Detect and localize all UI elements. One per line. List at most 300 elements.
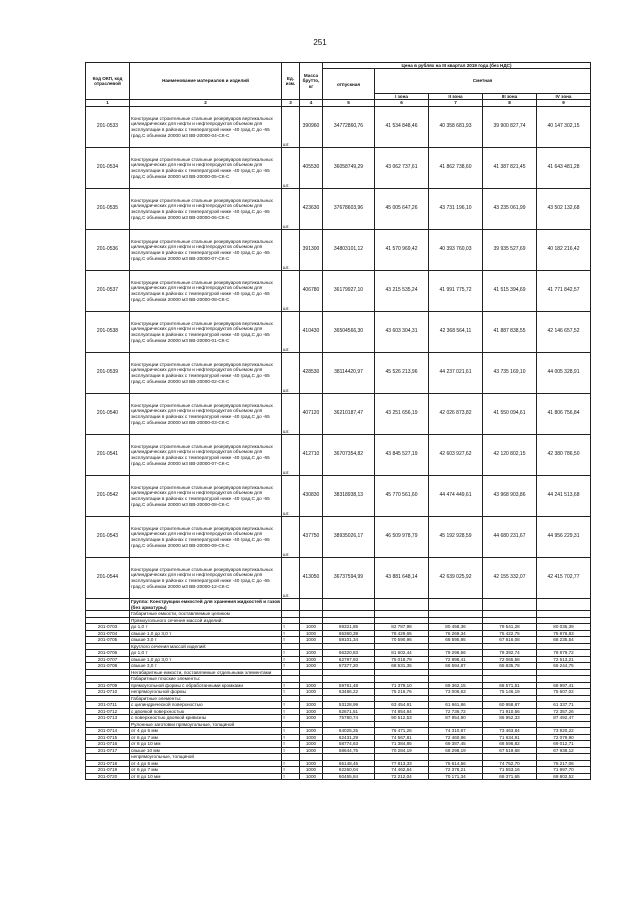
row-name: Негабаритные емкости, поставляемые отдельными элементами — [130, 669, 282, 676]
row-code: 201-0537 — [86, 271, 130, 312]
row-price-zone-2: 42 603 927,62 — [429, 435, 483, 476]
row-unit: шт. — [282, 476, 300, 517]
row-unit: т — [282, 656, 300, 663]
row-price-zone-4: 67 938,12 — [537, 747, 591, 754]
row-code: 201-0718 — [86, 760, 130, 767]
row-price-zone-4: 78 879,72 — [537, 650, 591, 657]
row-unit: шт. — [282, 271, 300, 312]
row-release-price: 37678603,96 — [323, 189, 375, 230]
row-name: свыше 3,0 т — [130, 637, 282, 644]
row-name: Конструкции строительные стальные резервуаров вертикальных цилиндрических для нефти и нефтепродуктов объемом для эксплуатации в районах с температурой ниже -40 град.С до -65 град.С объемом 20000 м3 ВВ-20000-03-СК-С — [130, 394, 282, 435]
row-price-zone-2: 44 474 449,61 — [429, 476, 483, 517]
row-price-zone-1: 74 567,81 — [375, 734, 429, 741]
table-row — [86, 702, 591, 709]
row-price-zone-3: 67 816,08 — [483, 637, 537, 644]
row-release-price: 64025,25 — [323, 728, 375, 735]
row-price-zone-4: 75 217,06 — [537, 760, 591, 767]
row-mass: 430830 — [300, 476, 323, 517]
row-release-price — [323, 599, 375, 611]
row-price-zone-3: 41 887 838,55 — [483, 312, 537, 353]
row-name: с поверхностью двоякой кривизны — [130, 715, 282, 722]
row-name: от 4 до 5 мм — [130, 728, 282, 735]
row-price-zone-2: 68 595,95 — [429, 637, 483, 644]
row-price-zone-3: 41 387 821,45 — [483, 148, 537, 189]
row-price-zone-1: 71 379,10 — [375, 682, 429, 689]
row-price-zone-2: 42 026 873,82 — [429, 394, 483, 435]
row-code: 201-0538 — [86, 312, 130, 353]
row-price-zone-1: 70 284,19 — [375, 747, 429, 754]
row-price-zone-2: 75 614,56 — [429, 760, 483, 767]
row-price-zone-3: 43 235 061,99 — [483, 189, 537, 230]
row-mass: 1000 — [300, 708, 323, 715]
row-price-zone-1: 41 570 969,42 — [375, 230, 429, 271]
row-unit: т — [282, 734, 300, 741]
row-name: свыше 1,0 до 3,0 т — [130, 656, 282, 663]
row-code: 201-0715 — [86, 734, 130, 741]
row-name: с цилиндрической поверхностью — [130, 702, 282, 709]
row-unit: шт. — [282, 394, 300, 435]
row-name: Круглого сечения массой изделий: — [130, 643, 282, 650]
row-price-zone-2: 40 358 681,93 — [429, 107, 483, 148]
row-price-zone-2: 45 192 928,59 — [429, 517, 483, 558]
table-row — [86, 708, 591, 715]
row-price-zone-1: 81 602,44 — [375, 650, 429, 657]
row-price-zone-3: 60 958,87 — [483, 702, 537, 709]
row-release-price: 57377,20 — [323, 663, 375, 670]
row-unit: шт. — [282, 230, 300, 271]
table-body — [86, 107, 591, 780]
row-name: от 4 до 5 мм — [130, 760, 282, 767]
row-name: свыше 10 мм — [130, 747, 282, 754]
row-name: Конструкции строительные стальные резервуаров вертикальных цилиндрических для нефти и нефтепродуктов объемом для эксплуатации в районах с температурой ниже -40 град.С до -65 град.С объемом 20000 м3 ВВ-20000-07-СК-С — [130, 230, 282, 271]
row-price-zone-1 — [375, 599, 429, 611]
row-price-zone-2: 40 393 760,03 — [429, 230, 483, 271]
row-price-zone-4: 44 241 513,68 — [537, 476, 591, 517]
row-price-zone-3: 65 835,78 — [483, 663, 537, 670]
row-code — [86, 599, 130, 611]
row-price-zone-4: 41 771 842,57 — [537, 271, 591, 312]
row-price-zone-3: 41 515 394,69 — [483, 271, 537, 312]
row-name: Конструкции строительные стальные резервуаров вертикальных цилиндрических для нефти и нефтепродуктов объемом для эксплуатации в районах с температурой ниже -40 град.С до -65 град.С объемом 20000 м3 ВВ-20000-01-СК-С — [130, 312, 282, 353]
row-price-zone-4: 44 005 328,91 — [537, 353, 591, 394]
row-release-price: 36707354,82 — [323, 435, 375, 476]
row-price-zone-1: 75 216,76 — [375, 689, 429, 696]
row-release-price: 59761,48 — [323, 682, 375, 689]
row-mass: 413050 — [300, 558, 323, 599]
column-index: 8 — [483, 100, 537, 107]
row-price-zone-3: 78 392,74 — [483, 650, 537, 657]
row-unit: т — [282, 689, 300, 696]
row-price-zone-4: 69 802,52 — [537, 773, 591, 780]
row-price-zone-2: 42 639 025,92 — [429, 558, 483, 599]
row-code: 201-0703 — [86, 624, 130, 631]
row-price-zone-3: 39 935 527,69 — [483, 230, 537, 271]
column-index: 5 — [323, 100, 375, 107]
table-row — [86, 271, 591, 312]
row-price-zone-4: 80 035,39 — [537, 624, 591, 631]
row-price-zone-4: 41 643 481,28 — [537, 148, 591, 189]
row-price-zone-1: 82 787,98 — [375, 624, 429, 631]
row-mass: 1000 — [300, 656, 323, 663]
row-price-zone-1: 68 531,35 — [375, 663, 429, 670]
row-unit: т — [282, 747, 300, 754]
row-name: свыше 3,0 т — [130, 663, 282, 670]
row-price-zone-4: 42 415 702,77 — [537, 558, 591, 599]
row-name: Группа: Конструкции емкостей для хранения жидкостей и газов (без арматуры) — [131, 599, 280, 610]
row-unit: шт. — [282, 189, 300, 230]
row-code: 201-0720 — [86, 773, 130, 780]
header-zone-1: I зона — [375, 93, 429, 99]
row-release-price: 36504566,30 — [323, 312, 375, 353]
row-code: 201-0543 — [86, 517, 130, 558]
row-price-zone-2: 72 898,41 — [429, 656, 483, 663]
row-unit: т — [282, 767, 300, 774]
row-code: 201-0719 — [86, 767, 130, 774]
row-release-price: 65360,39 — [323, 630, 375, 637]
row-code: 201-0709 — [86, 682, 130, 689]
row-price-zone-4: 66 244,75 — [537, 663, 591, 670]
row-name: Конструкции строительные стальные резервуаров вертикальных цилиндрических для нефти и нефтепродуктов объемом для эксплуатации в районах с температурой ниже -40 град.С до -65 град.С объемом 20000 м3 ВВ-20000-07-СК-С — [130, 435, 282, 476]
row-price-zone-2: 44 237 021,61 — [429, 353, 483, 394]
row-price-zone-1: 74 854,84 — [375, 708, 429, 715]
row-price-zone-4: 75 607,02 — [537, 689, 591, 696]
row-price-zone-2: 41 991 775,72 — [429, 271, 483, 312]
row-name: Конструкции строительные стальные резервуаров вертикальных цилиндрических для нефти и нефтепродуктов объемом для эксплуатации в районах с температурой ниже -40 град.С до -65 град.С объемом 20000 м3 ВВ-20000-02-СК-С — [130, 353, 282, 394]
row-price-zone-1: 45 005 647,26 — [375, 189, 429, 230]
row-name: от 6 до 7 мм — [130, 767, 282, 774]
row-price-zone-3: 74 752,70 — [483, 760, 537, 767]
row-mass: 406780 — [300, 271, 323, 312]
row-name: до 1,0 т — [130, 650, 282, 657]
row-price-zone-1: 45 526 213,96 — [375, 353, 429, 394]
row-price-zone-4: 61 337,71 — [537, 702, 591, 709]
row-unit: т — [282, 708, 300, 715]
row-release-price: 34772860,76 — [323, 107, 375, 148]
table-row — [86, 353, 591, 394]
row-code: 201-0705 — [86, 637, 130, 644]
row-code: 201-0711 — [86, 702, 130, 709]
row-price-zone-1: 71 384,85 — [375, 741, 429, 748]
row-price-zone-2: 70 171,34 — [429, 773, 483, 780]
row-price-zone-1: 76 471,26 — [375, 728, 429, 735]
row-price-zone-2: 43 731 196,10 — [429, 189, 483, 230]
row-code: 201-0541 — [86, 435, 130, 476]
row-price-zone-3: 43 968 903,86 — [483, 476, 537, 517]
row-mass: 1000 — [300, 702, 323, 709]
row-price-zone-1: 74 462,64 — [375, 767, 429, 774]
header-zone-4: IV зона — [537, 93, 591, 99]
row-unit: т — [282, 637, 300, 644]
row-release-price: 34803101,12 — [323, 230, 375, 271]
row-price-zone-3: 42 155 332,07 — [483, 558, 537, 599]
row-price-zone-1: 90 512,53 — [375, 715, 429, 722]
column-index: 4 — [300, 100, 323, 107]
row-code: 201-0712 — [86, 708, 130, 715]
header-estimate-price: Сметная — [375, 69, 591, 94]
row-price-zone-3: 71 553,16 — [483, 767, 537, 774]
table-row — [86, 630, 591, 637]
row-price-zone-3: 68 571,51 — [483, 682, 537, 689]
row-release-price: 36058749,29 — [323, 148, 375, 189]
row-price-zone-1: 43 062 737,61 — [375, 148, 429, 189]
row-mass: 1000 — [300, 663, 323, 670]
row-price-zone-2: 66 594,87 — [429, 663, 483, 670]
row-price-zone-4: 69 012,71 — [537, 741, 591, 748]
row-price-zone-3: 75 422,75 — [483, 630, 537, 637]
row-price-zone-4: 44 956 229,31 — [537, 517, 591, 558]
table-header — [86, 63, 591, 107]
table-row — [86, 148, 591, 189]
row-code: 201-0544 — [86, 558, 130, 599]
row-code: 201-0710 — [86, 689, 130, 696]
row-price-zone-4: 87 492,47 — [537, 715, 591, 722]
row-release-price: 36179927,10 — [323, 271, 375, 312]
row-code: 201-0708 — [86, 663, 130, 670]
row-mass: 1000 — [300, 728, 323, 735]
row-mass: 390960 — [300, 107, 323, 148]
table-row — [86, 230, 591, 271]
row-price-zone-3: 42 120 802,15 — [483, 435, 537, 476]
row-price-zone-1: 43 603 304,31 — [375, 312, 429, 353]
row-name: Конструкции строительные стальные резервуаров вертикальных цилиндрических для нефти и нефтепродуктов объемом для эксплуатации в районах с температурой ниже -40 град.С до -65 град.С объемом 20000 м3 ВВ-20000-08-СК-С — [130, 271, 282, 312]
row-code: 201-0714 — [86, 728, 130, 735]
row-unit: шт. — [282, 435, 300, 476]
row-price-zone-1: 63 454,91 — [375, 702, 429, 709]
row-mass: 423630 — [300, 189, 323, 230]
row-price-zone-3: 44 680 231,67 — [483, 517, 537, 558]
row-price-zone-2: 61 661,86 — [429, 702, 483, 709]
row-release-price: 63486,22 — [323, 689, 375, 696]
row-price-zone-3: 75 146,19 — [483, 689, 537, 696]
row-price-zone-4: 68 997,41 — [537, 682, 591, 689]
table-row — [86, 107, 591, 148]
row-mass: 391300 — [300, 230, 323, 271]
row-price-zone-3: 67 519,68 — [483, 747, 537, 754]
row-mass: 1000 — [300, 630, 323, 637]
row-name: с двоякой поверхностью — [130, 708, 282, 715]
row-unit: т — [282, 650, 300, 657]
row-mass: 1000 — [300, 689, 323, 696]
row-price-zone-4: 72 079,90 — [537, 734, 591, 741]
table-row — [86, 715, 591, 722]
row-price-zone-4: 40 182 216,42 — [537, 230, 591, 271]
table-row — [86, 682, 591, 689]
row-price-zone-1: 46 509 978,79 — [375, 517, 429, 558]
row-price-zone-4: 41 806 756,84 — [537, 394, 591, 435]
row-release-price: 58644,75 — [323, 747, 375, 754]
row-price-zone-4: 43 502 132,68 — [537, 189, 591, 230]
row-price-zone-2 — [429, 599, 483, 611]
row-price-zone-2: 68 298,19 — [429, 747, 483, 754]
table-row — [86, 394, 591, 435]
row-price-zone-3: 73 463,84 — [483, 728, 537, 735]
row-price-zone-1: 43 215 535,24 — [375, 271, 429, 312]
row-name: Конструкции строительные стальные резервуаров вертикальных цилиндрических для нефти и нефтепродуктов объемом для эксплуатации в районах с температурой ниже -40 град.С до -65 град.С объемом 20000 м3 ВВ-20000-06-СК-С — [130, 189, 282, 230]
column-index: 3 — [282, 100, 300, 107]
row-name: прямоугольной формы с обработанными кромками — [130, 682, 282, 689]
row-price-zone-1: 72 212,04 — [375, 773, 429, 780]
row-unit: т — [282, 728, 300, 735]
row-code: 201-0717 — [86, 747, 130, 754]
header-zone-3: III зона — [483, 93, 537, 99]
column-index: 1 — [86, 100, 130, 107]
row-mass: 1000 — [300, 741, 323, 748]
row-name: Габаритные плоские элементы: — [130, 676, 282, 683]
row-unit: т — [282, 663, 300, 670]
row-price-zone-3 — [483, 599, 537, 611]
column-index-row — [86, 100, 591, 107]
header-release-price: отпускная — [323, 69, 375, 100]
row-unit: т — [282, 773, 300, 780]
row-price-zone-1: 77 813,33 — [375, 760, 429, 767]
row-release-price: 75780,74 — [323, 715, 375, 722]
row-release-price: 36737594,99 — [323, 558, 375, 599]
column-index: 2 — [130, 100, 282, 107]
header-unit: Ед. изм. — [282, 63, 300, 100]
row-price-zone-2: 69 387,45 — [429, 741, 483, 748]
row-unit: т — [282, 682, 300, 689]
page-number: 251 — [313, 38, 327, 47]
row-price-zone-4: 42 146 657,52 — [537, 312, 591, 353]
row-mass: 1000 — [300, 715, 323, 722]
row-price-zone-3: 72 065,58 — [483, 656, 537, 663]
row-release-price: 69321,85 — [323, 624, 375, 631]
row-price-zone-3: 71 634,91 — [483, 734, 537, 741]
row-price-zone-3: 69 371,65 — [483, 773, 537, 780]
row-price-zone-1: 75 018,79 — [375, 656, 429, 663]
row-price-zone-3: 79 541,28 — [483, 624, 537, 631]
row-name: от 8 до 10 мм — [130, 741, 282, 748]
row-mass: 1000 — [300, 624, 323, 631]
row-code: 201-0707 — [86, 656, 130, 663]
row-price-zone-2: 80 458,36 — [429, 624, 483, 631]
row-price-zone-3: 68 596,82 — [483, 741, 537, 748]
row-name: свыше 1,0 до 3,0 т — [130, 630, 282, 637]
header-zone-2: II зона — [429, 93, 483, 99]
row-name: Конструкции строительные стальные резервуаров вертикальных цилиндрических для нефти и нефтепродуктов объемом для эксплуатации в районах с температурой ниже -40 град.С до -65 град.С объемом 20000 м3 ВВ-20000-12-СК-С — [130, 558, 282, 599]
header-mass: Масса брутто, кг — [300, 63, 323, 100]
row-release-price: 38318938,13 — [323, 476, 375, 517]
row-mass: 1000 — [300, 747, 323, 754]
row-price-zone-4: 72 357,26 — [537, 708, 591, 715]
row-mass: 412710 — [300, 435, 323, 476]
row-price-zone-2: 72 736,72 — [429, 708, 483, 715]
row-mass: 1000 — [300, 773, 323, 780]
row-release-price: 36210187,47 — [323, 394, 375, 435]
row-release-price: 60455,84 — [323, 773, 375, 780]
row-release-price: 53128,99 — [323, 702, 375, 709]
row-price-zone-3: 71 910,56 — [483, 708, 537, 715]
row-code: 201-0713 — [86, 715, 130, 722]
row-unit: т — [282, 630, 300, 637]
table-row — [86, 476, 591, 517]
row-price-zone-3: 86 952,33 — [483, 715, 537, 722]
row-code: 201-0539 — [86, 353, 130, 394]
row-price-zone-1: 43 251 656,19 — [375, 394, 429, 435]
row-release-price: 65148,45 — [323, 760, 375, 767]
row-price-zone-4: 42 380 786,50 — [537, 435, 591, 476]
row-price-zone-1: 43 881 648,14 — [375, 558, 429, 599]
row-price-zone-2: 76 269,34 — [429, 630, 483, 637]
row-unit: шт. — [282, 148, 300, 189]
row-name: непрямоугольной формы — [130, 689, 282, 696]
row-unit: т — [282, 760, 300, 767]
row-price-zone-1: 78 429,65 — [375, 630, 429, 637]
column-index: 9 — [537, 100, 591, 107]
row-unit: шт. — [282, 353, 300, 394]
row-price-zone-1: 43 845 527,19 — [375, 435, 429, 476]
row-price-zone-3: 41 550 094,61 — [483, 394, 537, 435]
row-name: Конструкции строительные стальные резервуаров вертикальных цилиндрических для нефти и нефтепродуктов объемом для эксплуатации в районах с температурой ниже -40 град.С до -65 град.С объемом 20000 м3 ВВ-20000-04-СК-С — [130, 107, 282, 148]
header-price-title: Цена в рублях на III квартал 2019 года (без НДС) — [323, 63, 591, 69]
row-release-price: 62797,93 — [323, 656, 375, 663]
row-price-zone-4: 72 513,21 — [537, 656, 591, 663]
row-price-zone-4: 40 147 302,15 — [537, 107, 591, 148]
row-release-price: 62431,29 — [323, 734, 375, 741]
row-price-zone-2: 74 310,67 — [429, 728, 483, 735]
row-release-price: 62260,04 — [323, 767, 375, 774]
row-price-zone-1: 45 770 561,60 — [375, 476, 429, 517]
row-code: 201-0540 — [86, 394, 130, 435]
header-code: Код ОКП, код отраслевой — [86, 63, 130, 100]
row-price-zone-1: 41 534 848,46 — [375, 107, 429, 148]
row-price-zone-4: 68 235,54 — [537, 637, 591, 644]
row-name: от 6 до 7 мм — [130, 734, 282, 741]
row-price-zone-2: 41 862 738,60 — [429, 148, 483, 189]
row-mass: 1000 — [300, 734, 323, 741]
table-row — [86, 435, 591, 476]
row-unit: шт. — [282, 558, 300, 599]
row-name: Прямоугольного сечения массой изделий: — [130, 617, 282, 624]
row-price-zone-2: 79 296,56 — [429, 650, 483, 657]
row-name: Конструкции строительные стальные резервуаров вертикальных цилиндрических для нефти и нефтепродуктов объемом для эксплуатации в районах с температурой ниже -40 град.С до -65 град.С объемом 20000 м3 ВВ-20000-05-СК-С — [130, 148, 282, 189]
row-mass: 428530 — [300, 353, 323, 394]
row-release-price: 38114420,97 — [323, 353, 375, 394]
row-release-price: 62671,51 — [323, 708, 375, 715]
row-release-price: 66320,83 — [323, 650, 375, 657]
row-code: 201-0534 — [86, 148, 130, 189]
row-price-zone-3: 39 900 827,74 — [483, 107, 537, 148]
row-code: 201-0535 — [86, 189, 130, 230]
row-mass: 1000 — [300, 682, 323, 689]
row-release-price: 38935026,17 — [323, 517, 375, 558]
row-unit: шт. — [282, 107, 300, 148]
row-code: 201-0536 — [86, 230, 130, 271]
row-name: Конструкции строительные стальные резервуаров вертикальных цилиндрических для нефти и нефтепродуктов объемом для эксплуатации в районах с температурой ниже -40 град.С до -65 град.С объемом 20000 м3 ВВ-20000-08-СК-С — [130, 476, 282, 517]
table-row — [86, 773, 591, 780]
row-price-zone-3: 43 735 169,10 — [483, 353, 537, 394]
row-price-zone-2: 72 460,96 — [429, 734, 483, 741]
row-price-zone-4 — [537, 599, 591, 611]
row-mass — [300, 599, 323, 611]
row-mass: 410430 — [300, 312, 323, 353]
row-price-zone-2: 73 006,63 — [429, 689, 483, 696]
row-unit — [282, 599, 300, 611]
row-mass: 1000 — [300, 637, 323, 644]
table-row — [86, 656, 591, 663]
row-mass: 437750 — [300, 517, 323, 558]
column-index: 6 — [375, 100, 429, 107]
table-row — [86, 189, 591, 230]
row-mass: 1000 — [300, 650, 323, 657]
row-unit: т — [282, 702, 300, 709]
row-name: Конструкции строительные стальные резервуаров вертикальных цилиндрических для нефти и нефтепродуктов объемом для эксплуатации в районах с температурой ниже -40 град.С до -65 град.С объемом 20000 м3 ВВ-20000-09-СК-С — [130, 517, 282, 558]
row-name: Рулонные заготовки прямоугольные, толщиной — [130, 721, 282, 728]
table-row — [86, 517, 591, 558]
table-row — [86, 689, 591, 696]
row-mass: 407120 — [300, 394, 323, 435]
row-code: 201-0542 — [86, 476, 130, 517]
